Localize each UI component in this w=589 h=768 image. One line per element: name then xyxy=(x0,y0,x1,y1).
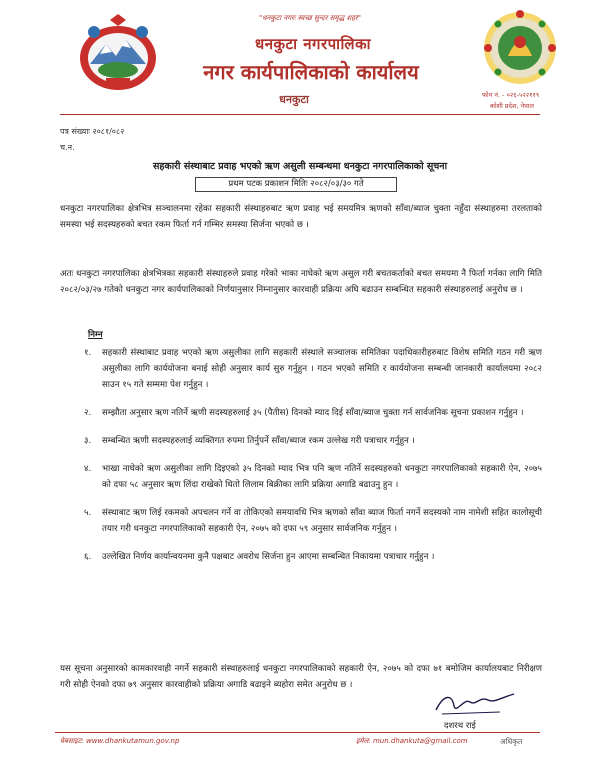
request-paragraph: अतः धनकुटा नगरपालिका क्षेत्रभित्रका सहकारी संस्थाहरुले प्रवाह गरेको भाका नाघेको ऋण असुल गरी बचतकर्ताको बचत समयमा नै फिर्ता गर्नका लागि मिति २०८२/०३/२७ गतेको धनकुटा नगर कार्यपालिकाको निर्णयानुसार निम्नानुसार कारवाही प्रक्रिया अघि बढाउन सम्बन्धित सहकारी संस्थाहरुलाई अनुरोध छ । xyxy=(60,269,542,295)
closing-paragraph: यस सूचना अनुसारको कामकारवाही नगर्ने सहकारी संस्थाहरुलाई धनकुटा नगरपालिकाको सहकारी ऐन, २०७५ को दफा ७१ बमोजिम कार्यालयबाट निरीक्षण गरी सोही ऐनको दफा ७९ अनुसार कारवाहीको प्रक्रिया अगाडि बढाइने ब्यहोरा समेत अनुरोध छ । xyxy=(60,664,542,690)
signer-title: अधिकृत xyxy=(500,737,523,746)
notice-title: सहकारी संस्थाबाट प्रवाह भएको ऋण असुली सम्बन्धमा धनकुटा नगरपालिकाको सूचना xyxy=(152,161,448,172)
list-item-text: संस्थाबाट ऋण लिई रकमको अपचलन गर्ने वा तोकिएको समयावधि भित्र ऋणको साँवा ब्याज फिर्ता नगर्ने सदस्यको नाम नामेशी सहित कालोसूची तयार गरी धनकुटा नगरपालिकाको सहकारी ऐन, २०७५ को दफा ५९ अनुसार सार्वजनिक गर्नुहुन । xyxy=(102,508,542,534)
municipality-seal-icon xyxy=(478,8,562,88)
municipality-name: धनकुटा नगरपालिका xyxy=(254,35,371,53)
list-item-number: ३. xyxy=(84,436,92,446)
publication-date-box: प्रथम पटक प्रकाशन मितिः २०८२/०३/३० गते xyxy=(195,177,397,192)
list-item-text: भाखा नाघेको ऋण असुलीका लागि दिइएको ३५ दिनको म्याद भित्र पनि ऋण नतिर्ने सदस्यहरुको धनकुटा नगरपालिकाको सहकारी ऐन, २०७५ को दफा ५८ अनुसार ऋण लिंदा राखेको धितो लिलाम बिक्रीका लागि प्रक्रिया अगाडि बढाउनु हुन । xyxy=(102,464,542,490)
footer-email: इमेल: mun.dhankuta@gmail.com xyxy=(356,737,468,745)
list-item-number: २. xyxy=(84,408,92,418)
office-province: कोशी प्रदेश, नेपाल xyxy=(490,102,534,110)
list-item xyxy=(84,405,542,421)
list-item xyxy=(84,433,542,449)
list-item xyxy=(84,461,542,493)
handwritten-signature xyxy=(430,688,520,718)
reference-number: पत्र संख्याः २०८१/०८२ xyxy=(60,127,125,136)
footer-website: वेबसाइट: www.dhankutamun.gov.np xyxy=(60,737,180,745)
signer-name: दशरथ राई xyxy=(444,721,476,731)
list-item-text: सम्झौता अनुसार ऋण नतिर्ने ऋणी सदस्यहरुलाई ३५ (पैतीस) दिनको म्याद दिई साँवा/ब्याज चुक्ता गर्न सार्वजनिक सूचना प्रकाशन गर्नुहुन । xyxy=(102,408,524,418)
following-heading: निम्न xyxy=(88,330,103,340)
list-item xyxy=(84,345,542,393)
intro-paragraph: धनकुटा नगरपालिका क्षेत्रभित्र सञ्चालनमा रहेका सहकारी संस्थाहरुबाट ऋण प्रवाह भई समयमित्र ऋणको साँवा/ब्याज चुक्ता नहुँदा संस्थाहरुमा तरलताको समस्या भई सदस्यहरुको बचत रकम फिर्ता गर्न गम्भिर समस्या सिर्जना भएको छ । xyxy=(60,204,542,230)
list-item xyxy=(84,505,542,537)
nepal-government-emblem-icon xyxy=(76,14,160,94)
list-item-number: ४. xyxy=(84,464,92,474)
dispatch-number: च.न. xyxy=(60,143,75,152)
list-item-number: ५. xyxy=(84,508,92,518)
list-item-text: सहकारी संस्थाबाट प्रवाह भएको ऋण असुलीका लागि सहकारी संस्थाले सञ्चालक समितिका पदाधिकारीहरुबाट विशेष समिति गठन गरी ऋण असुलीका लागि कार्ययोजना बनाई सोही अनुसार कार्य सुरु गर्नुहुन । गठन भएको समिति र कार्ययोजना सम्बन्धी जानकारी कार्यालयमा २०८२ साउन १५ गते सम्ममा पेश गर्नुहुन । xyxy=(102,348,542,390)
list-item-number: ६. xyxy=(84,552,92,562)
list-item xyxy=(84,549,542,565)
list-item-number: १. xyxy=(84,348,92,358)
action-list xyxy=(84,345,542,577)
list-item-text: सम्बन्धित ऋणी सदस्यहरुलाई व्यक्तिगत रुपमा तिर्नुपर्ने साँवा/ब्याज रकम उल्लेख गरी पत्राचार गर्नुहुन । xyxy=(102,436,415,446)
district-name: धनकुटा xyxy=(279,93,309,106)
municipality-slogan: "धनकुटा नगरः स्वच्छ सुन्दर समृद्ध शहर" xyxy=(259,14,361,22)
footer-divider xyxy=(55,732,540,733)
office-phone: फोन नं. - ०२६-५२२११९ xyxy=(482,91,540,99)
header-divider xyxy=(60,114,540,115)
list-item-text: उल्लेखित निर्णय कार्यान्वयनमा कुनै पक्षबाट अवरोध सिर्जना हुन आएमा सम्बन्धित निकायमा पत्राचार गर्नुहुन । xyxy=(102,552,435,562)
office-title: नगर कार्यपालिकाको कार्यालय xyxy=(203,60,419,84)
